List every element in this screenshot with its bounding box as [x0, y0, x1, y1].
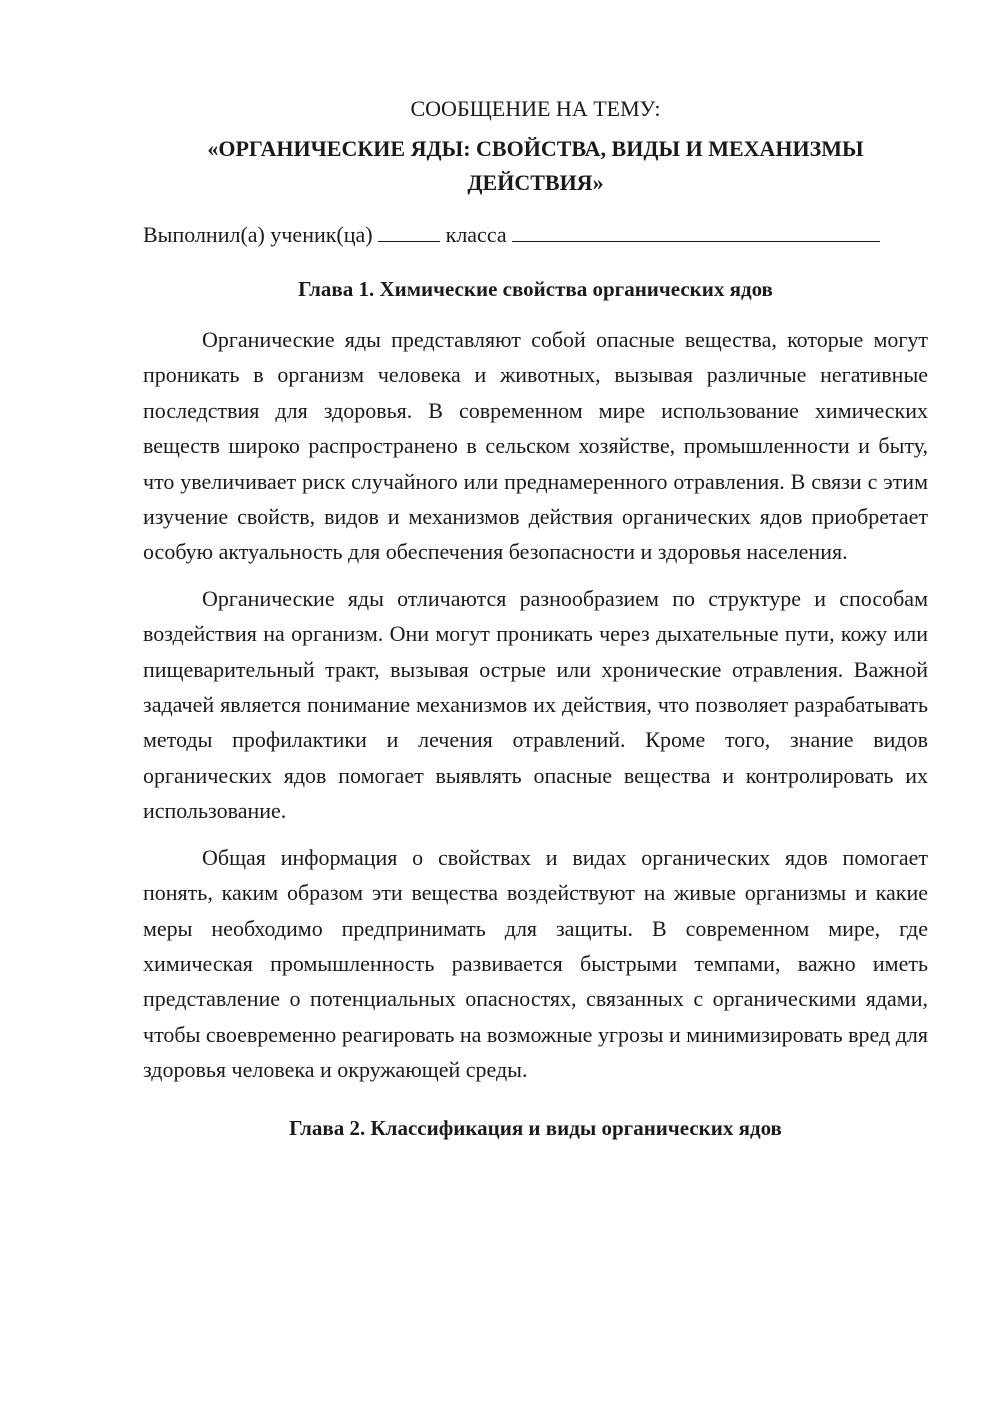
author-prefix: Выполнил(а) ученик(ца) — [143, 222, 373, 247]
class-blank — [378, 219, 440, 242]
paragraph: Органические яды отличаются разнообразием по структуре и способам воздействия на организм. Они могут проникать через дыхательные пути, кожу или пищеварительный тракт, вызывая острые или хронические отравления. Важной задачей является понимание механизмов их действия, что позволяет разрабатывать методы профилактики и лечения отравлений. Кроме того, знание видов органических ядов помогает выявлять опасные вещества и контролировать их использование. — [143, 585, 928, 824]
document-header: СООБЩЕНИЕ НА ТЕМУ: — [410, 96, 661, 121]
paragraph: Органические яды представляют собой опасные вещества, которые могут проникать в организм человека и животных, вызывая различные негативные последствия для здоровья. В современном мире использование химических веществ широко распространено в сельском хозяйстве, промышленности и быту, что увеличивает риск случайного или преднамеренного отравления. В связи с этим изучение свойств, видов и механизмов действия органических ядов приобретает особую актуальность для обеспечения безопасности и здоровья населения. — [143, 327, 928, 565]
author-middle: класса — [445, 222, 507, 247]
author-line — [143, 218, 928, 252]
chapter-2-title: Глава 2. Классификация и виды органических ядов — [289, 1115, 782, 1140]
name-blank — [512, 219, 880, 242]
chapter-1-title: Глава 1. Химические свойства органических ядов — [298, 277, 773, 301]
paragraph: Общая информация о свойствах и видах органических ядов помогает понять, каким образом эти вещества воздействуют на живые организмы и какие меры необходимо предпринимать для защиты. В современном мире, где химическая промышленность развивается быстрыми темпами, важно иметь представление о потенциальных опасностях, связанных с органическими ядами, чтобы своевременно реагировать на возможные угрозы и минимизировать вред для здоровья человека и окружающей среды. — [143, 844, 928, 1083]
document-page — [143, 92, 928, 1145]
document-title: «ОРГАНИЧЕСКИЕ ЯДЫ: СВОЙСТВА, ВИДЫ И МЕХАНИЗМЫ ДЕЙСТВИЯ» — [207, 136, 864, 195]
